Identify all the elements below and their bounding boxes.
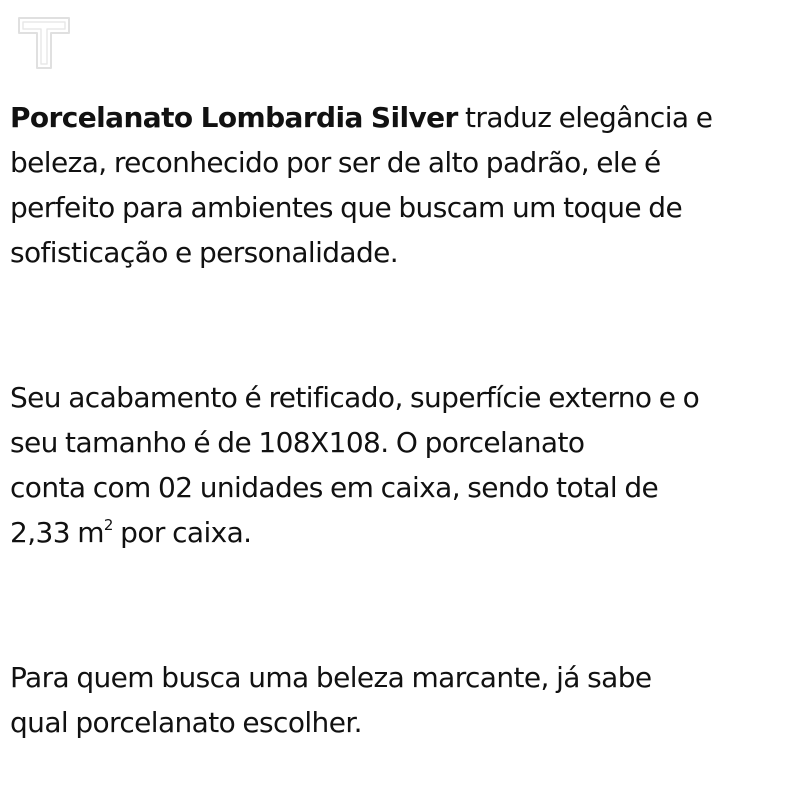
description-line <box>10 95 780 140</box>
description-line: sofisticação e personalidade. <box>10 236 399 269</box>
description-line: beleza, reconhecido por ser de alto padrão, ele é <box>10 146 661 179</box>
description-paragraph-specs <box>10 375 780 555</box>
description-line: perfeito para ambientes que buscam um toque de <box>10 191 683 224</box>
description-line <box>10 510 780 555</box>
description-line: seu tamanho é de 108X108. O porcelanato <box>10 426 585 459</box>
squared-superscript: 2 <box>103 515 113 534</box>
description-text: traduz elegância e <box>457 101 713 134</box>
description-line: Seu acabamento é retificado, superfície externo e o <box>10 381 700 414</box>
letter-t-logo-icon <box>11 12 79 74</box>
product-name: Porcelanato Lombardia Silver <box>10 101 458 134</box>
description-line: conta com 02 unidades em caixa, sendo total de <box>10 471 659 504</box>
description-paragraph-closing <box>10 655 780 745</box>
description-line: qual porcelanato escolher. <box>10 706 362 739</box>
area-value: 2,33 m <box>10 516 104 549</box>
description-line: Para quem busca uma beleza marcante, já sabe <box>10 661 652 694</box>
description-paragraph-intro <box>10 95 780 275</box>
description-text: por caixa. <box>112 516 252 549</box>
